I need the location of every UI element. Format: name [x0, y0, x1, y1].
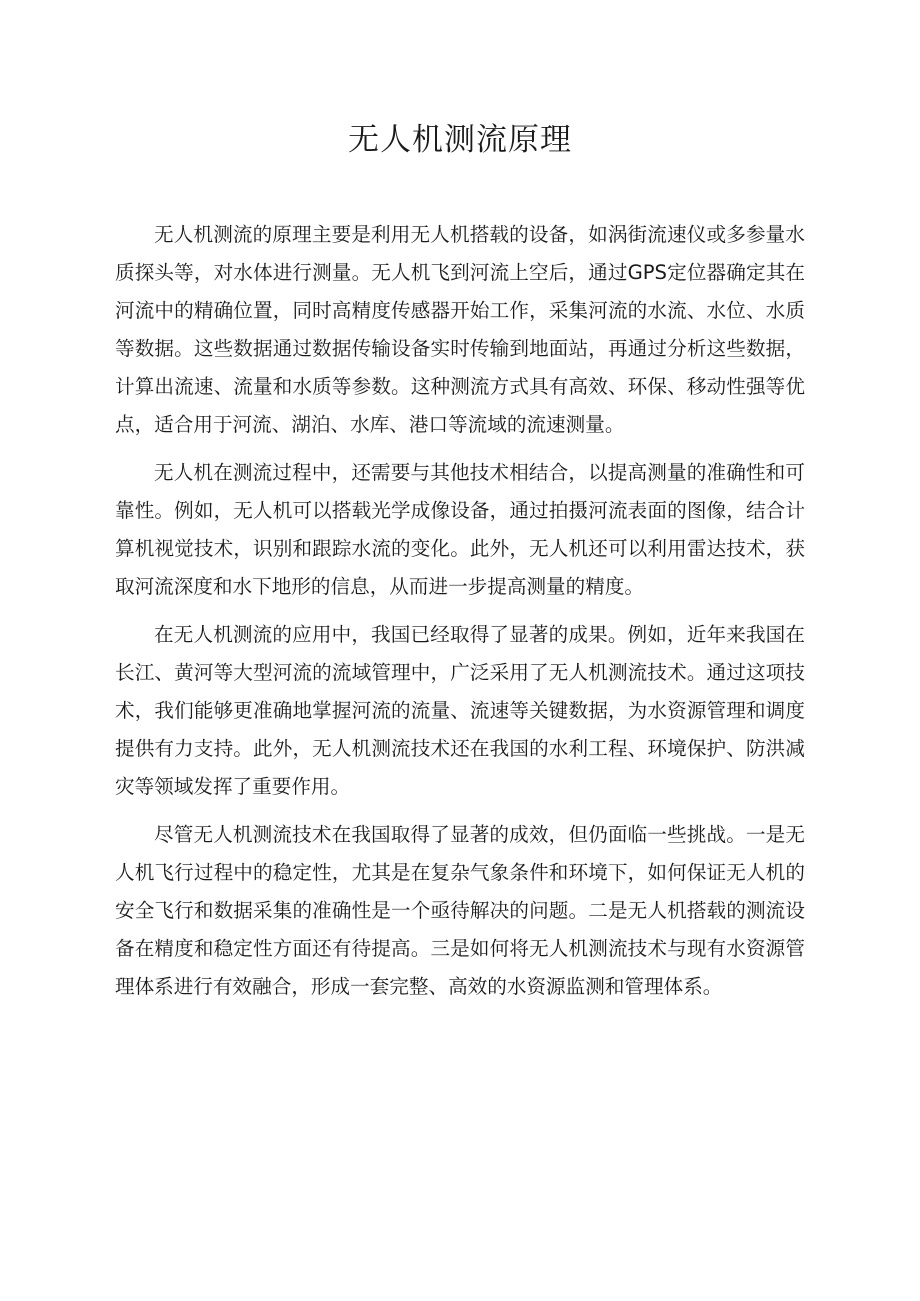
paragraph-4: 尽管无人机测流技术在我国取得了显著的成效，但仍面临一些挑战。一是无人机飞行过程中的稳定性，尤其是在复杂气象条件和环境下，如何保证无人机的安全飞行和数据采集的准确性是一个亟待解决的问题。二是无人机搭载的测流设备在精度和稳定性方面还有待提高。三是如何将无人机测流技术与现有水资源管理体系进行有效融合，形成一套完整、高效的水资源监测和管理体系。 — [115, 823, 805, 998]
paragraph-3: 在无人机测流的应用中，我国已经取得了显著的成果。例如，近年来我国在长江、黄河等大型河流的流域管理中，广泛采用了无人机测流技术。通过这项技术，我们能够更准确地掌握河流的流量、流速等关键数据，为水资源管理和调度提供有力支持。此外，无人机测流技术还在我国的水利工程、环境保护、防洪减灾等领域发挥了重要作用。 — [115, 623, 805, 798]
document-body — [115, 216, 805, 1016]
document-title: 无人机测流原理 — [348, 122, 572, 158]
paragraph-1: 无人机测流的原理主要是利用无人机搭载的设备，如涡街流速仪或多参量水质探头等，对水体进行测量。无人机飞到河流上空后，通过GPS定位器确定其在河流中的精确位置，同时高精度传感器开始工作，采集河流的水流、水位、水质等数据。这些数据通过数据传输设备实时传输到地面站，再通过分析这些数据，计算出流速、流量和水质等参数。这种测流方式具有高效、环保、移动性强等优点，适合用于河流、湖泊、水库、港口等流域的流速测量。 — [115, 223, 805, 436]
paragraph-2: 无人机在测流过程中，还需要与其他技术相结合，以提高测量的准确性和可靠性。例如，无人机可以搭载光学成像设备，通过拍摄河流表面的图像，结合计算机视觉技术，识别和跟踪水流的变化。此外，无人机还可以利用雷达技术，获取河流深度和水下地形的信息，从而进一步提高测量的精度。 — [115, 461, 805, 598]
